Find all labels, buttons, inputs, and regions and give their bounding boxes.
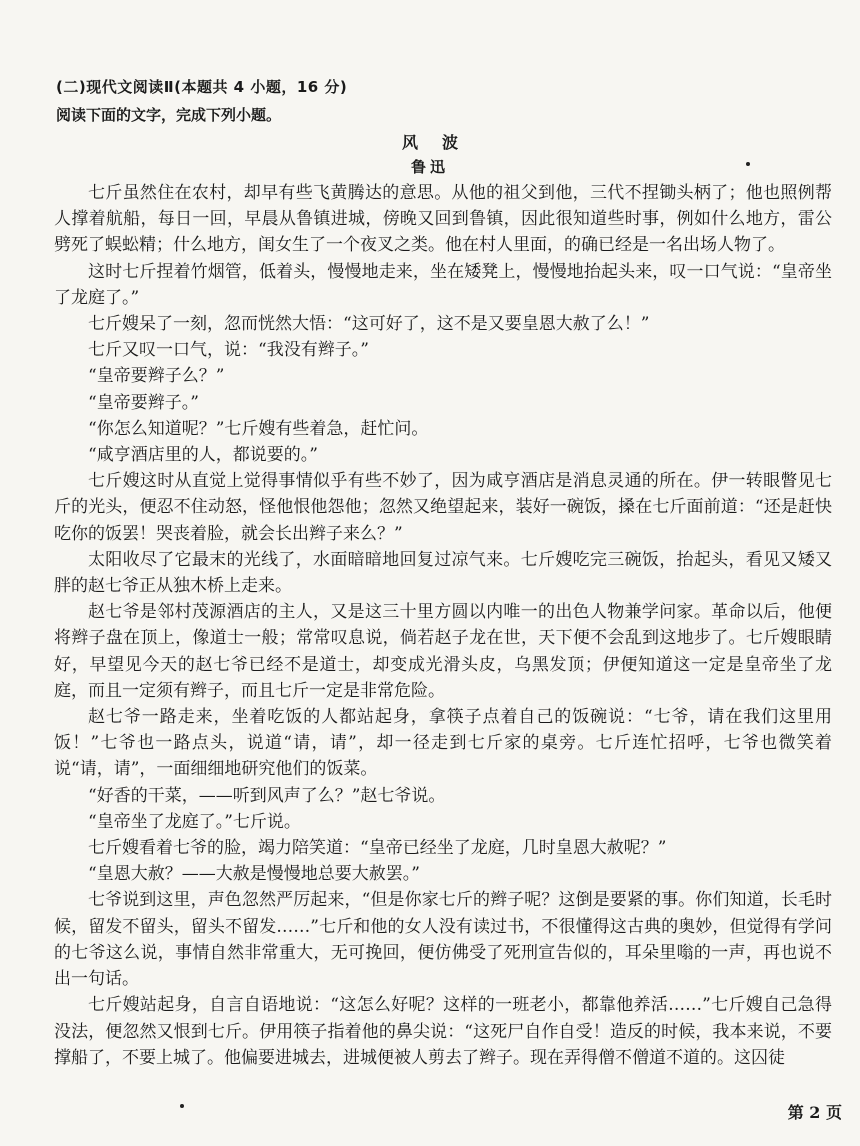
paragraph: 七斤虽然住在农村，却早有些飞黄腾达的意思。从他的祖父到他，三代不捏锄头柄了；他也照例帮人撑着航船，每日一回，早晨从鲁镇进城，傍晚又回到鲁镇，因此很知道些时事，例如什么地方，雷公劈死了蜈蚣精；什么地方，闺女生了一个夜叉之类。他在村人里面，的确已经是一名出场人物了。 [54, 183, 832, 256]
paragraph: “皇帝要辫子么？” [88, 366, 225, 387]
paragraph: 七斤嫂这时从直觉上觉得事情似乎有些不妙了，因为咸亨酒店是消息灵通的所在。伊一转眼瞥见七斤的光头，便忍不住动怒，怪他恨他怨他；忽然又绝望起来，装好一碗饭，搡在七斤面前道：“还是赶快吃你的饭罢！哭丧着脸，就会长出辫子来么？” [54, 471, 832, 544]
paragraph: 七爷说到这里，声色忽然严厉起来，“但是你家七斤的辫子呢？这倒是要紧的事。你们知道，长毛时候，留发不留头，留头不留发……”七斤和他的女人没有读过书，不很懂得这古典的奥妙，但觉得有学问的七爷这么说，事情自然非常重大，无可挽回，便仿佛受了死刑宣告似的，耳朵里嗡的一声，再也说不出一句话。 [54, 890, 832, 990]
paragraph: 七斤又叹一口气，说：“我没有辫子。” [88, 340, 369, 361]
paragraph: 七斤嫂呆了一刻，忽而恍然大悟：“这可好了，这不是又要皇恩大赦了么！” [88, 314, 650, 335]
paragraph: 赵七爷一路走来，坐着吃饭的人都站起身，拿筷子点着自己的饭碗说：“七爷，请在我们这里用饭！”七爷也一路点头，说道“请，请”，却一径走到七斤家的桌旁。七斤连忙招呼，七爷也微笑着说“请，请”，一面细细地研究他们的饭菜。 [54, 707, 832, 780]
paragraph: “你怎么知道呢？”七斤嫂有些着急，赶忙问。 [88, 418, 429, 439]
paragraph: 七斤嫂看着七爷的脸，竭力陪笑道：“皇帝已经坐了龙庭，几时皇恩大赦呢？” [88, 838, 667, 859]
story-body [54, 180, 832, 1071]
story-title: 风波 [401, 133, 482, 152]
story-author: 鲁迅 [410, 158, 449, 176]
paragraph: “皇帝坐了龙庭了。”七斤说。 [88, 811, 301, 832]
paragraph: 七斤嫂站起身，自言自语地说：“这怎么好呢？这样的一班老小，都靠他养活……”七斤嫂自己急得没法，便忽然又恨到七斤。伊用筷子指着他的鼻尖说：“这死尸自作自受！造反的时候，我本来说，不要撑船了，不要上城了。他偏要进城去，进城便被人剪去了辫子。现在弄得僧不僧道不道的。这囚徒 [54, 995, 832, 1068]
reading-instruction: 阅读下面的文字，完成下列小题。 [56, 106, 282, 124]
paragraph: “皇恩大赦？——大赦是慢慢地总要大赦罢。” [88, 864, 420, 885]
page-number: 第 2 页 [787, 1103, 842, 1122]
paragraph: “好香的干菜，——听到风声了么？”赵七爷说。 [88, 785, 446, 806]
paragraph: 赵七爷是邻村茂源酒店的主人，又是这三十里方圆以内唯一的出色人物兼学问家。革命以后，他便将辫子盘在顶上，像道士一般；常常叹息说，倘若赵子龙在世，天下便不会乱到这地步了。七斤嫂眼睛好，早望见今天的赵七爷已经不是道士，却变成光滑头皮，乌黑发顶；伊便知道这一定是皇帝坐了龙庭，而且一定须有辫子，而且七斤一定是非常危险。 [54, 602, 832, 701]
scan-speck [746, 162, 750, 166]
paragraph: “皇帝要辫子。” [88, 392, 199, 413]
paragraph: 这时七斤捏着竹烟管，低着头，慢慢地走来，坐在矮凳上，慢慢地抬起头来，叹一口气说：“皇帝坐了龙庭了。” [54, 261, 832, 308]
section-title: (二)现代文阅读Ⅱ(本题共 4 小题，16 分) [56, 78, 348, 96]
paragraph: 太阳收尽了它最末的光线了，水面暗暗地回复过凉气来。七斤嫂吃完三碗饭，抬起头，看见又矮又胖的赵七爷正从独木桥上走来。 [54, 549, 832, 597]
paragraph: “咸亨酒店里的人，都说要的。” [88, 445, 318, 466]
scan-speck [180, 1104, 184, 1108]
